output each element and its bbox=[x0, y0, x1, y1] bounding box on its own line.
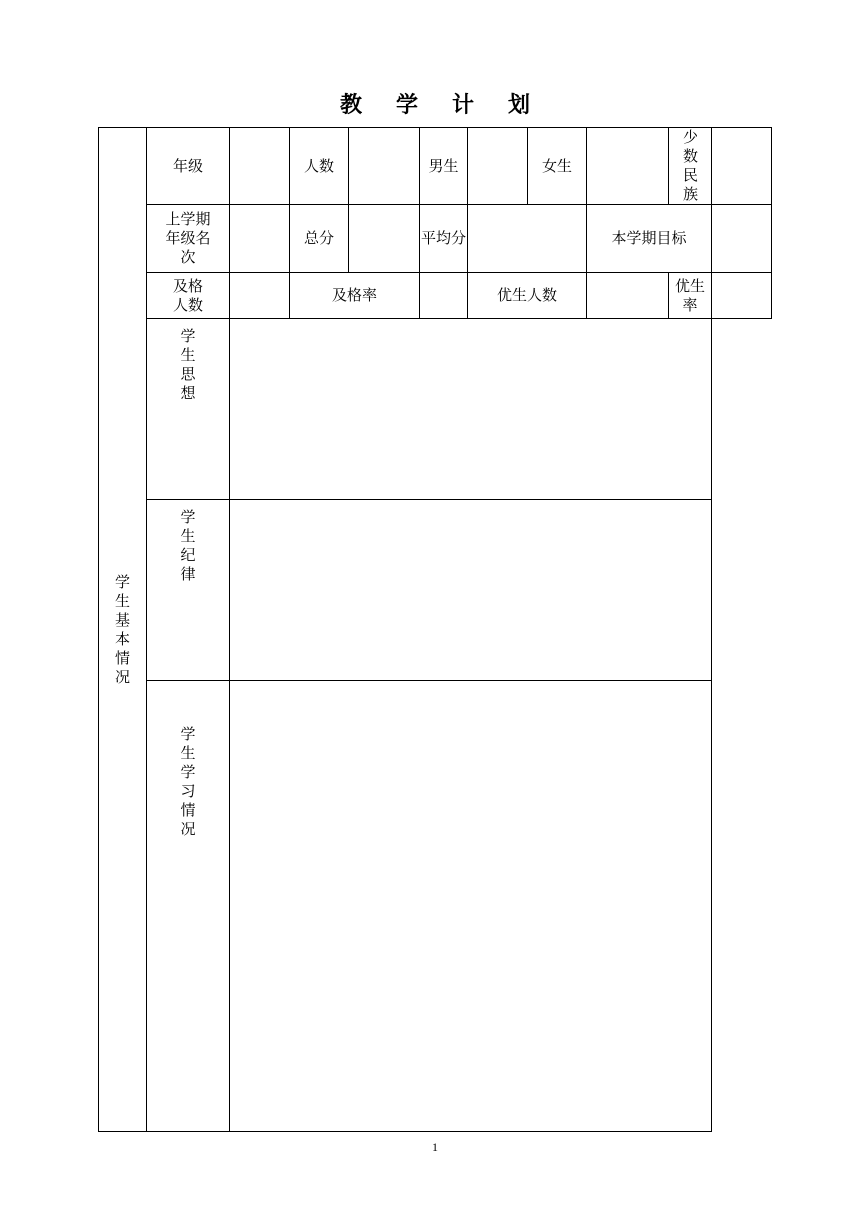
last-term-rank-label: 上学期年级名次 bbox=[147, 205, 230, 273]
page-number: 1 bbox=[432, 1140, 438, 1154]
female-value-cell[interactable] bbox=[587, 128, 669, 205]
excellent-rate-value-cell[interactable] bbox=[712, 273, 772, 319]
title-char: 教 bbox=[339, 93, 362, 118]
pass-rate-value-cell[interactable] bbox=[420, 273, 468, 319]
excellent-count-value-cell[interactable] bbox=[587, 273, 669, 319]
excellent-rate-label: 优生率 bbox=[669, 273, 712, 319]
title-char: 划 bbox=[508, 93, 531, 118]
title-char: 计 bbox=[452, 93, 475, 118]
student-thought-label: 学 生 思 想 bbox=[147, 319, 230, 500]
excellent-count-label: 优生人数 bbox=[468, 273, 587, 319]
teaching-plan-table bbox=[98, 127, 772, 1132]
term-goal-value-cell[interactable] bbox=[712, 205, 772, 273]
minority-value-cell[interactable] bbox=[712, 128, 772, 205]
student-discipline-label: 学 生 纪 律 bbox=[147, 500, 230, 681]
count-label: 人数 bbox=[290, 128, 349, 205]
term-goal-label: 本学期目标 bbox=[587, 205, 712, 273]
count-value-cell[interactable] bbox=[349, 128, 420, 205]
grade-value-cell[interactable] bbox=[230, 128, 290, 205]
title-char: 学 bbox=[395, 93, 418, 118]
male-value-cell[interactable] bbox=[468, 128, 528, 205]
pass-rate-label: 及格率 bbox=[290, 273, 420, 319]
female-label: 女生 bbox=[528, 128, 587, 205]
student-thought-content-cell[interactable] bbox=[230, 319, 712, 500]
student-basic-info-label: 学 生 基 本 情 况 bbox=[99, 128, 147, 1132]
total-score-value-cell[interactable] bbox=[349, 205, 420, 273]
male-label: 男生 bbox=[420, 128, 468, 205]
pass-count-value-cell[interactable] bbox=[230, 273, 290, 319]
last-term-rank-value-cell[interactable] bbox=[230, 205, 290, 273]
total-score-label: 总分 bbox=[290, 205, 349, 273]
pass-count-label: 及格人数 bbox=[147, 273, 230, 319]
student-study-label: 学 生 学 习 情 况 bbox=[147, 681, 230, 1132]
student-discipline-content-cell[interactable] bbox=[230, 500, 712, 681]
student-study-content-cell[interactable] bbox=[230, 681, 712, 1132]
average-score-label: 平均分 bbox=[420, 205, 468, 273]
grade-label: 年级 bbox=[147, 128, 230, 205]
average-score-value-cell[interactable] bbox=[468, 205, 587, 273]
page-title bbox=[98, 88, 772, 119]
minority-label: 少数民族 bbox=[669, 128, 712, 205]
